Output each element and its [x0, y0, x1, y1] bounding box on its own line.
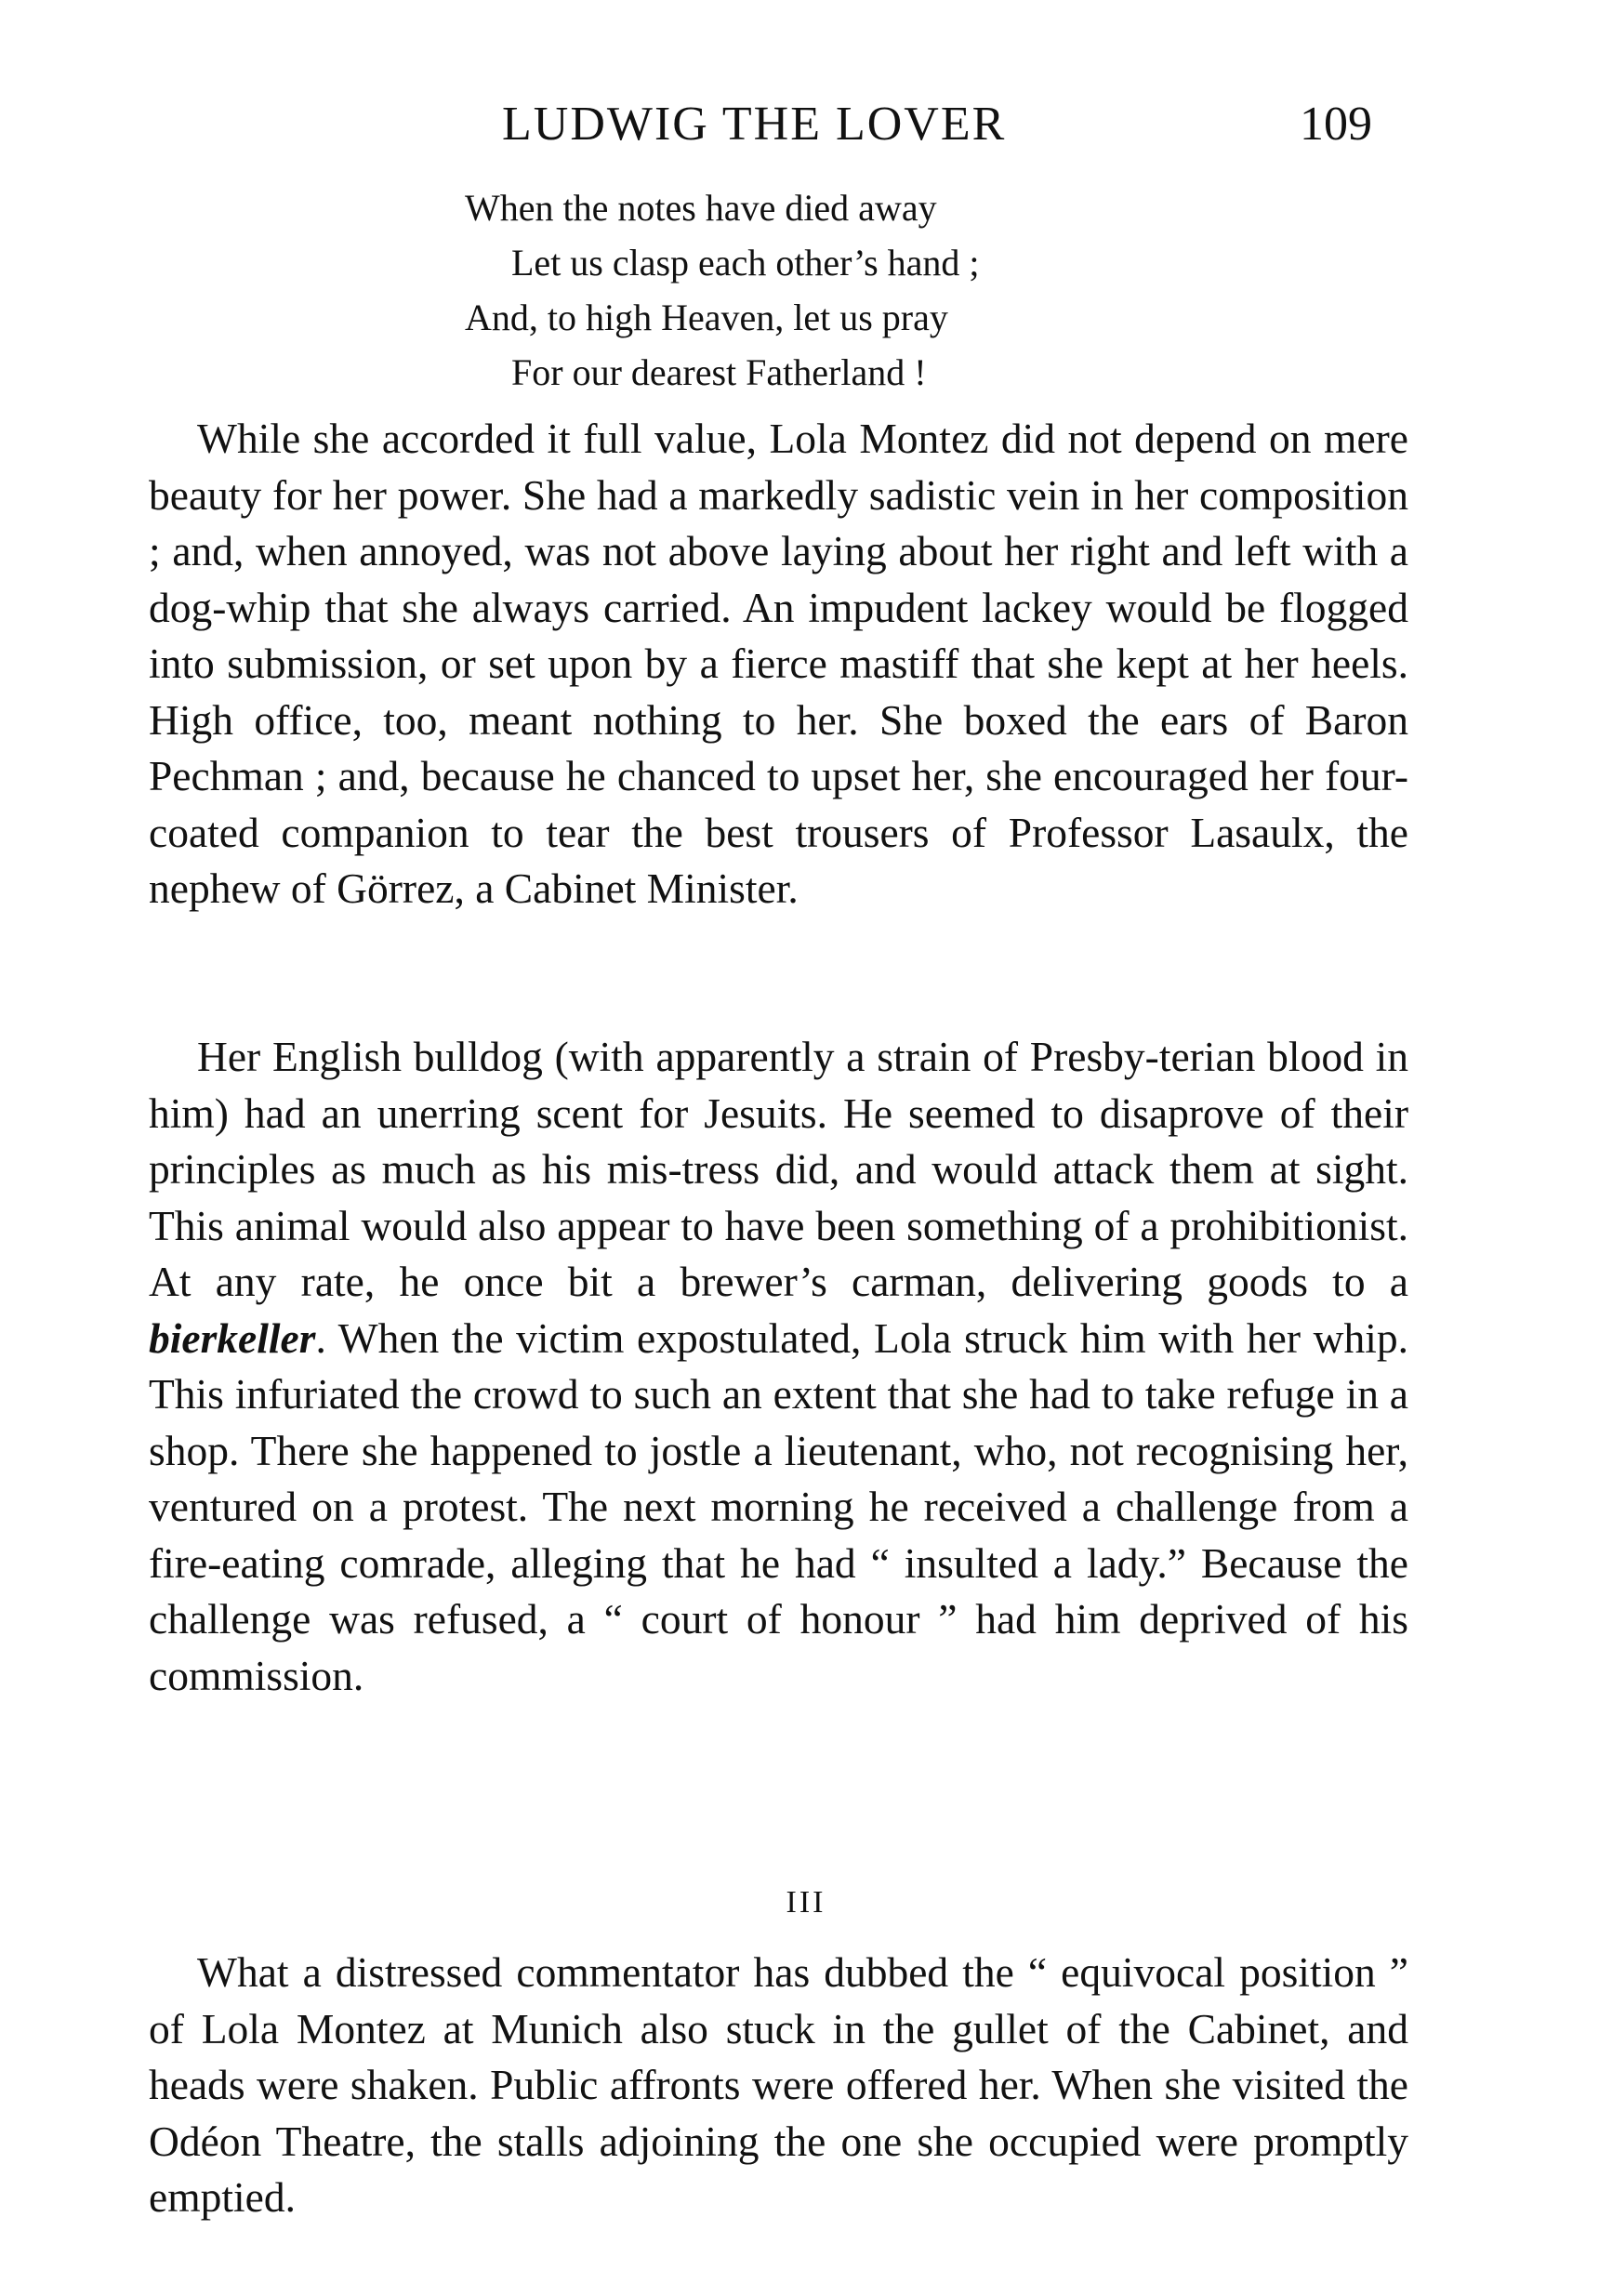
- paragraph: [149, 1029, 1408, 1704]
- page-number: 109: [1300, 98, 1372, 151]
- verse-line: And, to high Heaven, let us pray: [465, 297, 948, 338]
- verse-line: For our dearest Fatherland !: [511, 351, 927, 393]
- paragraph: What a distressed commentator has dubbed the “ equivocal position ” of Lola Montez at Munich also stuck in the gullet of the Cabinet, and heads were shaken. Public affronts were offered her. When she visited the Odéon Theatre, the stalls adjoining the one she occupied were promptly emptied.: [149, 1948, 1408, 2221]
- paragraph: While she accorded it full value, Lola Montez did not depend on mere beauty for her power. She had a markedly sadistic vein in her composition ; and, when annoyed, was not above laying about her right and left with a dog-whip that she always carried. An impudent lackey would be flogged into submission, or set upon by a fierce mastiff that she kept at her heels. High office, too, meant nothing to her. She boxed the ears of Baron Pechman ; and, because he chanced to upset her, she encouraged her four-coated companion to tear the best trousers of Professor Lasaulx, the nephew of Görrez, a Cabinet Minister.: [149, 415, 1408, 912]
- section-number: III: [786, 1885, 826, 1920]
- verse-line: Let us clasp each other’s hand ;: [511, 242, 980, 284]
- italic-term: bierkeller: [149, 1313, 316, 1362]
- paragraph-block: [149, 411, 1408, 917]
- paragraph-text: Her English bulldog (with apparently a strain of Presby-terian blood in him) had an unerring scent for Jesuits. He seemed to disaprove of their principles as much as his mis-tress did, and would attack them at sight. This animal would also appear to have been something of a prohibitionist. At any rate, he once bit a brewer’s carman, delivering goods to a: [149, 1033, 1408, 1305]
- verse-line: When the notes have died away: [465, 187, 937, 229]
- paragraph-text: . When the victim expostulated, Lola struck him with her whip. This infuriated the crowd to such an extent that she had to take refuge in a shop. There she happened to jostle a lieutenant, who, not recognising her, ventured on a protest. The next morning he received a challenge from a fire-eating comrade, alleging that he had “ insulted a lady.” Because the challenge was refused, a “ court of honour ” had him deprived of his commission.: [149, 1313, 1408, 1699]
- running-title: LUDWIG THE LOVER: [502, 98, 1007, 151]
- verse-stanza: [465, 180, 1116, 400]
- paragraph-block: [149, 1945, 1408, 2226]
- paragraph-block: [149, 1029, 1408, 1704]
